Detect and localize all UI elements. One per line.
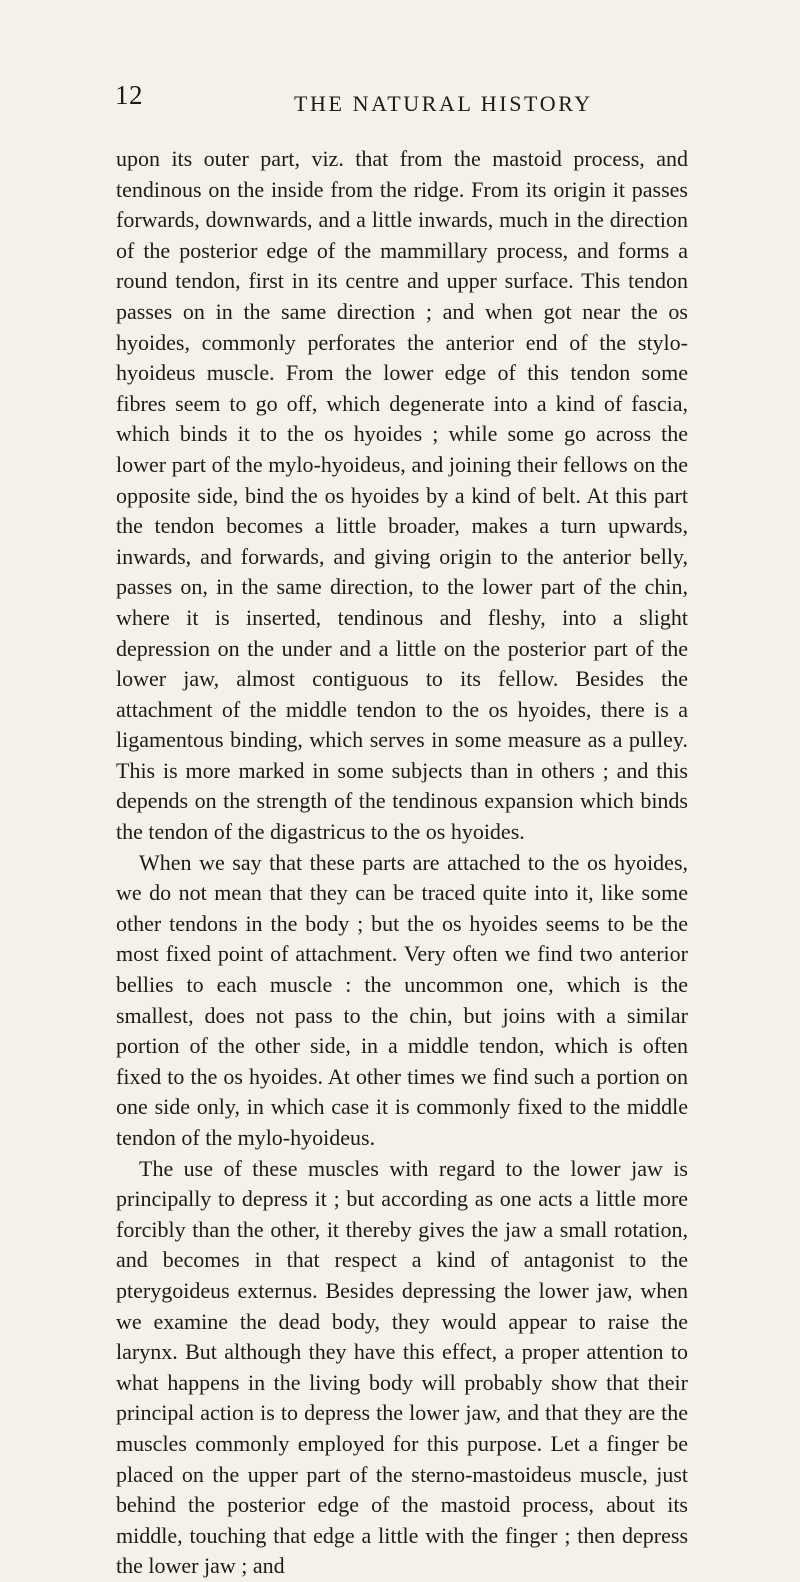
running-title: THE NATURAL HISTORY [294, 91, 593, 116]
paragraph-1: upon its outer part, viz. that from the mastoid process, and tendinous on the inside from the ridge. From its origin it passes forwards, downwards, and a little inwards, much in the direction of the posterior edge of the mammillary process, and forms a round tendon, first in its centre and upper surface. This tendon passes on in the same direction ; and when got near the os hyoides, commonly perforates the anterior end of the stylo-hyoideus muscle. From the lower edge of this tendon some fibres seem to go off, which degenerate into a kind of fascia, which binds it to the os hyoides ; while some go across the lower part of the mylo-hyoideus, and joining their fellows on the opposite side, bind the os hyoides by a kind of belt. At this part the tendon becomes a little broader, makes a turn upwards, inwards, and forwards, and giving origin to the anterior belly, passes on, in the same direction, to the lower part of the chin, where it is inserted, tendinous and fleshy, into a slight depression on the under and a little on the posterior part of the lower jaw, almost contiguous to its fellow. Besides the attachment of the middle tendon to the os hyoides, there is a ligamentous binding, which serves in some measure as a pulley. This is more marked in some subjects than in others ; and this depends on the strength of the tendinous expansion which binds the tendon of the digastricus to the os hyoides. [116, 146, 688, 845]
page-body [116, 144, 688, 1582]
paragraph-2: When we say that these parts are attached to the os hyoides, we do not mean that they can be traced quite into it, like some other tendons in the body ; but the os hyoides seems to be the most fixed point of attachment. Very often we find two anterior bellies to each muscle : the uncommon one, which is the smallest, does not pass to the chin, but joins with a similar portion of the other side, in a middle tendon, which is often fixed to the os hyoides. At other times we find such a portion on one side only, in which case it is commonly fixed to the middle tendon of the mylo-hyoideus. [116, 849, 688, 1150]
paragraph-3: The use of these muscles with regard to the lower jaw is principally to depress it ; but according as one acts a little more forcibly than the other, it thereby gives the jaw a small rotation, and becomes in that respect a kind of antagonist to the pterygoideus externus. Besides depressing the lower jaw, when we examine the dead body, they would appear to raise the larynx. But although they have this effect, a proper attention to what happens in the living body will probably show that their principal action is to depress the lower jaw, and that they are the muscles commonly employed for this purpose. Let a finger be placed on the upper part of the sterno-mastoideus muscle, just behind the posterior edge of the mastoid process, about its middle, touching that edge a little with the finger ; then depress the lower jaw ; and [116, 1155, 688, 1579]
page-number: 12 [115, 80, 143, 110]
